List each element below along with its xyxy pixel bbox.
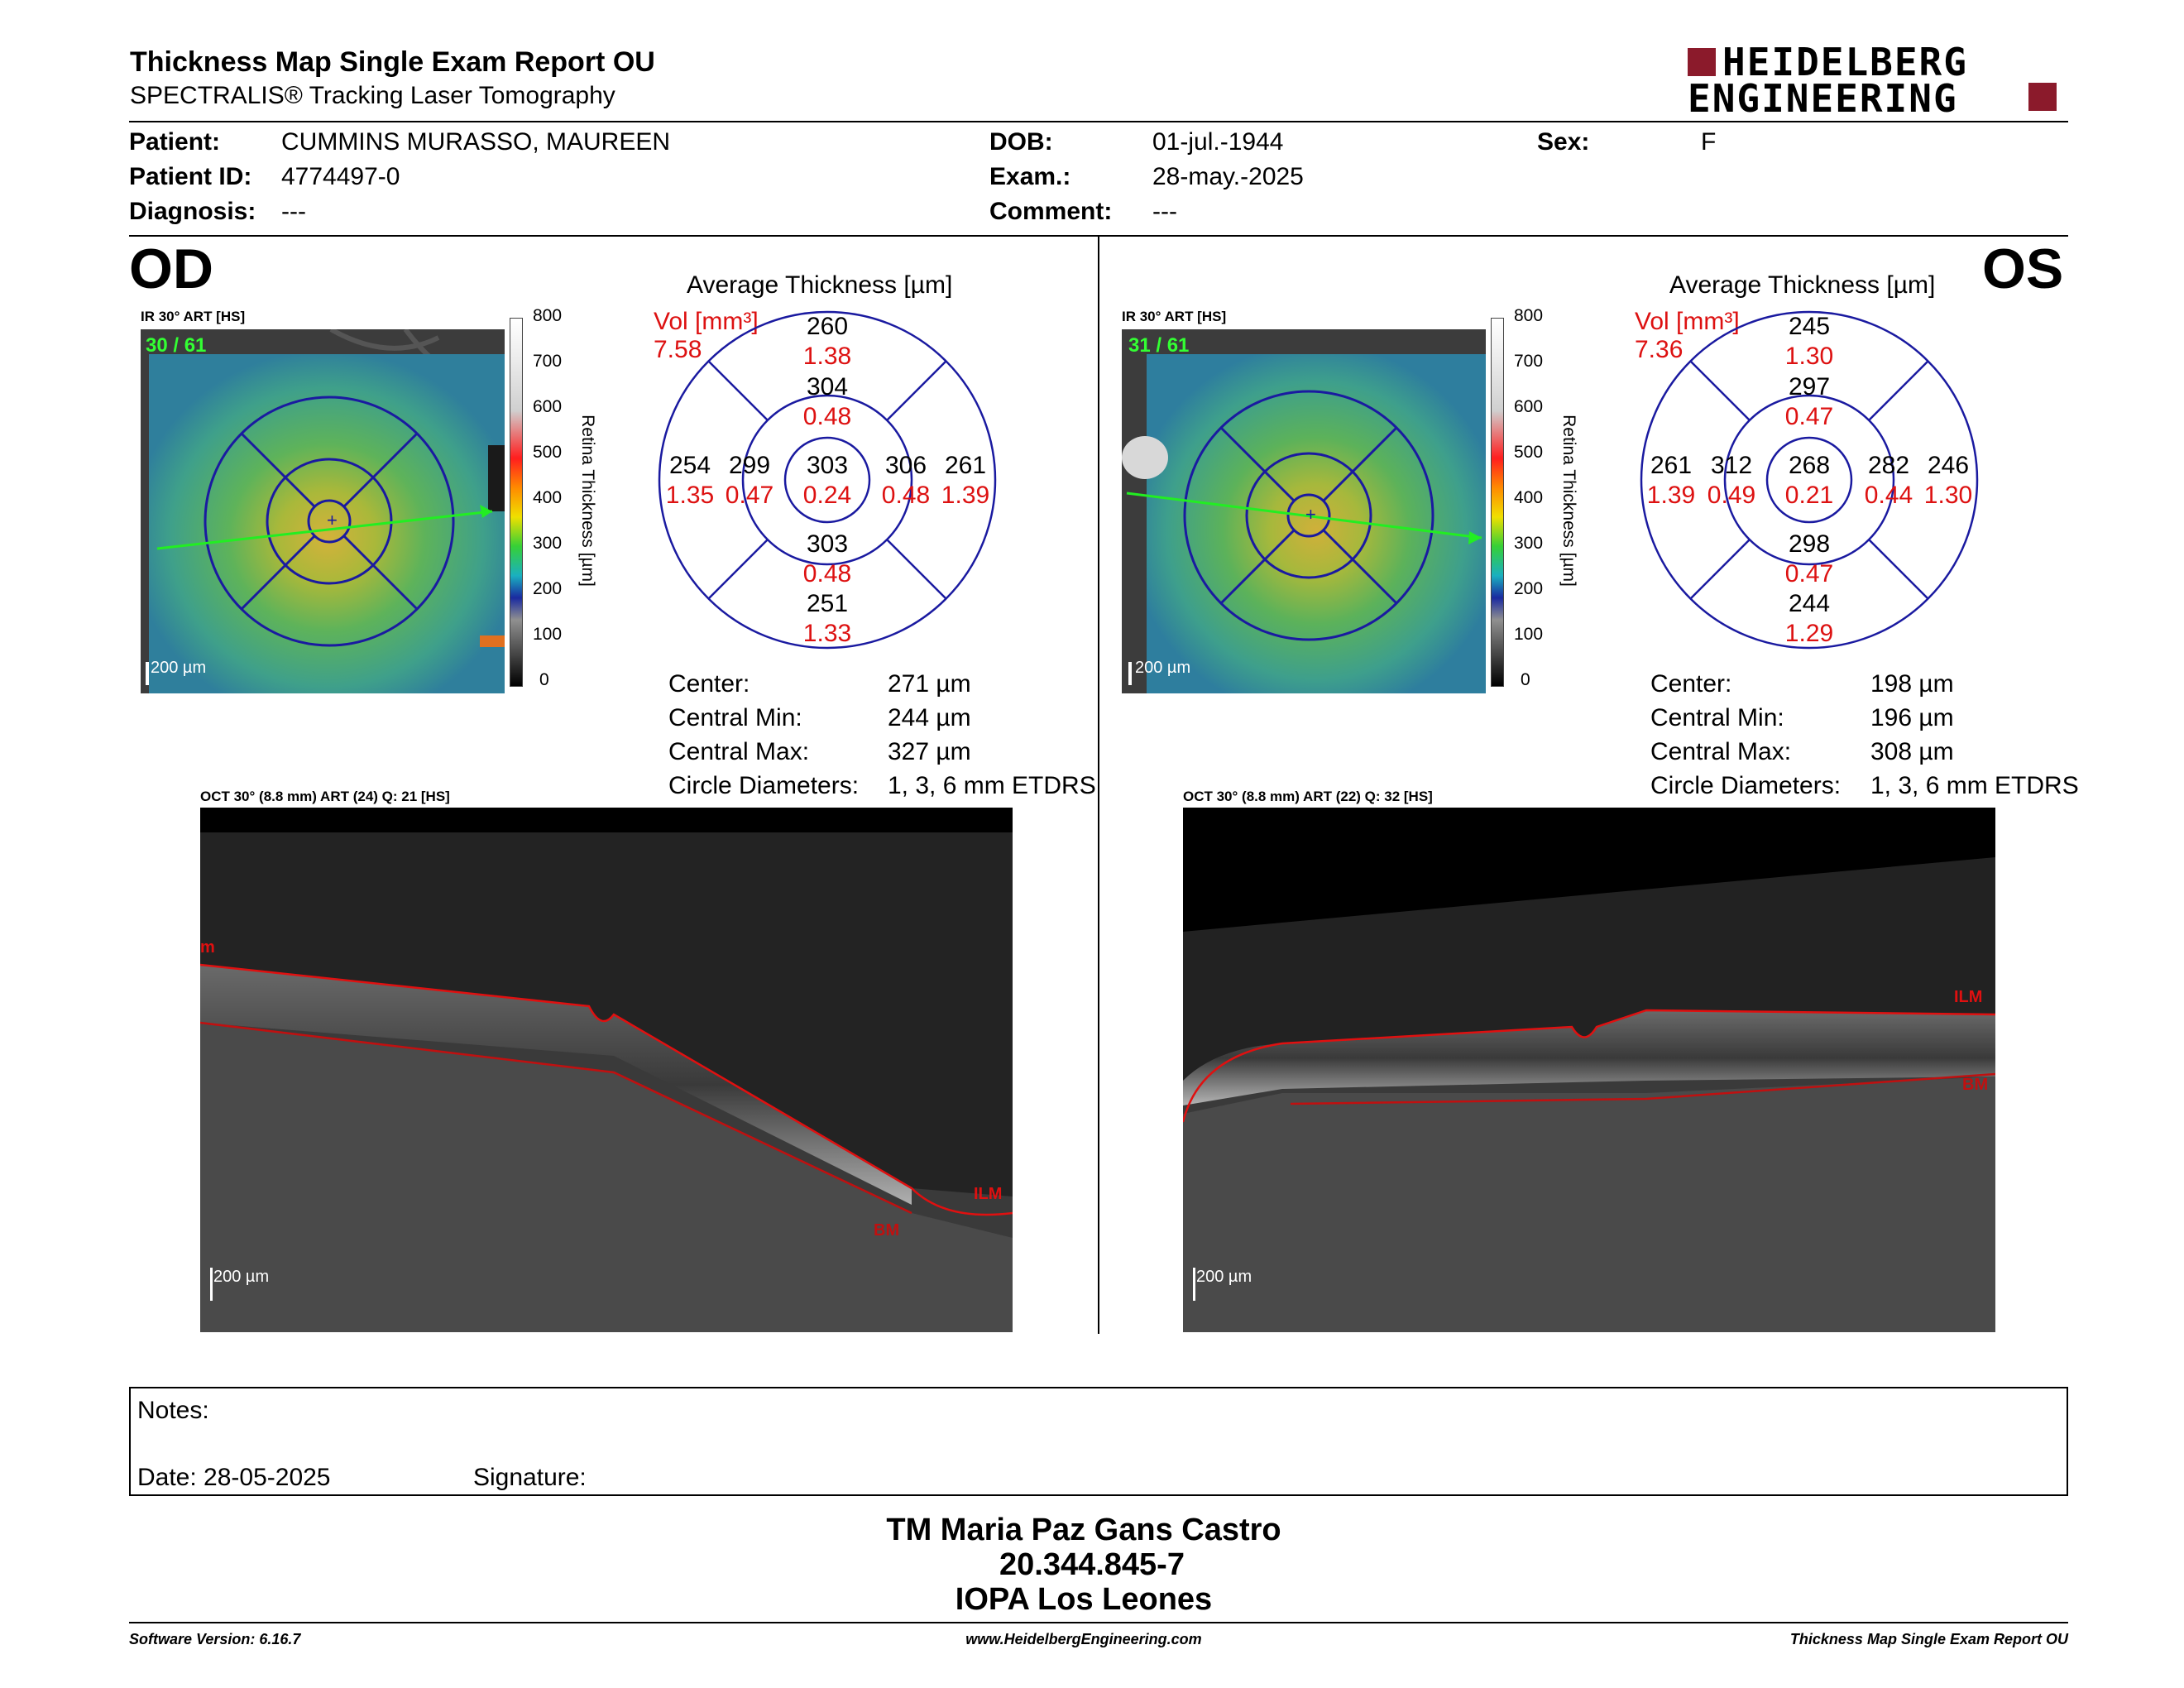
svg-text:+: + xyxy=(1305,504,1316,525)
od-colorbar-label: Retina Thickness [µm] xyxy=(578,415,597,587)
os-ir-image xyxy=(1122,329,1486,693)
sex-label: Sex: xyxy=(1537,128,1590,156)
signoff-institution: IOPA Los Leones xyxy=(955,1582,1213,1617)
svg-text:+: + xyxy=(327,510,338,530)
heidelberg-logo xyxy=(1688,40,2068,121)
notes-label: Notes: xyxy=(137,1397,209,1424)
patient-name: CUMMINS MURASSO, MAUREEN xyxy=(281,128,671,156)
os-cb-tick-800: 800 xyxy=(1514,306,1544,325)
os-cb-tick-600: 600 xyxy=(1514,397,1544,416)
od-stat-value-min: 244 µm xyxy=(888,704,971,731)
os-avg-thickness-title: Average Thickness [µm] xyxy=(1669,271,1936,299)
od-thickness-map xyxy=(141,329,505,693)
exam-label: Exam.: xyxy=(989,163,1071,190)
footer-divider xyxy=(129,1622,2068,1623)
report-subtitle: SPECTRALIS® Tracking Laser Tomography xyxy=(130,82,615,109)
os-inner-right: 282 0.44 xyxy=(1864,452,1913,509)
diagnosis-label: Diagnosis: xyxy=(129,198,256,225)
logo-text-line2: ENGINEERING xyxy=(1688,76,1958,121)
signoff-id: 20.344.845-7 xyxy=(999,1547,1185,1582)
os-colorbar xyxy=(1491,318,1504,687)
os-oct-scale-bar xyxy=(1193,1268,1195,1301)
os-ir-scale-bar xyxy=(1128,662,1132,685)
od-stat-label-center: Center: xyxy=(668,670,750,698)
eye-label-os: OS xyxy=(1982,237,2064,300)
eye-label-od: OD xyxy=(129,237,213,300)
od-oct-edge-label: m xyxy=(200,938,215,957)
os-cb-tick-500: 500 xyxy=(1514,443,1544,462)
od-oct-label: OCT 30° (8.8 mm) ART (24) Q: 21 [HS] xyxy=(200,789,450,804)
dob-label: DOB: xyxy=(989,128,1053,156)
od-ir-scale: 200 µm xyxy=(151,659,207,677)
notes-box[interactable] xyxy=(129,1387,2068,1496)
os-stat-label-max: Central Max: xyxy=(1650,738,1792,765)
os-cb-tick-400: 400 xyxy=(1514,488,1544,507)
od-oct-ilm-label: ILM xyxy=(974,1185,1003,1203)
od-oct-bm-label: BM xyxy=(874,1221,900,1240)
od-inner-right: 306 0.48 xyxy=(881,452,931,509)
footer-software-version: Software Version: 6.16.7 xyxy=(129,1631,301,1647)
notes-signature: Signature: xyxy=(473,1464,587,1491)
os-stat-value-diam: 1, 3, 6 mm ETDRS xyxy=(1870,772,2079,799)
od-cb-tick-0: 0 xyxy=(539,670,549,689)
od-stat-value-center: 271 µm xyxy=(888,670,971,698)
od-stat-label-min: Central Min: xyxy=(668,704,802,731)
sex-value: F xyxy=(1701,128,1717,156)
eye-divider xyxy=(1098,237,1099,1334)
os-oct-ilm-label: ILM xyxy=(1954,988,1983,1006)
os-inner-inferior: 298 0.47 xyxy=(1784,530,1834,587)
logo-square-bottom xyxy=(2028,83,2057,111)
od-colorbar xyxy=(510,318,523,687)
od-inner-left: 299 0.47 xyxy=(725,452,774,509)
os-frame-count: 31 / 61 xyxy=(1128,334,1190,357)
os-thickness-map xyxy=(1122,329,1486,693)
od-cb-tick-200: 200 xyxy=(533,579,563,598)
od-avg-thickness-title: Average Thickness [µm] xyxy=(687,271,953,299)
od-vol-value: 7.58 xyxy=(654,336,702,363)
header-divider xyxy=(129,121,2068,122)
od-outer-superior: 260 1.38 xyxy=(802,313,852,370)
os-stat-value-center: 198 µm xyxy=(1870,670,1954,698)
os-cb-tick-300: 300 xyxy=(1514,534,1544,553)
footer-report-name: Thickness Map Single Exam Report OU xyxy=(1789,1631,2068,1647)
signoff-block xyxy=(0,1513,2184,1617)
od-stat-value-diam: 1, 3, 6 mm ETDRS xyxy=(888,772,1096,799)
dob-value: 01-jul.-1944 xyxy=(1152,128,1284,156)
os-ir-scale: 200 µm xyxy=(1135,659,1191,677)
od-cb-tick-100: 100 xyxy=(533,625,563,644)
diagnosis-value: --- xyxy=(281,198,306,225)
os-oct-scale: 200 µm xyxy=(1196,1268,1252,1286)
os-center: 268 0.21 xyxy=(1784,452,1834,509)
od-oct-image xyxy=(200,808,1013,1332)
patient-id-value: 4774497-0 xyxy=(281,163,400,190)
os-stat-value-max: 308 µm xyxy=(1870,738,1954,765)
os-cb-tick-700: 700 xyxy=(1514,352,1544,371)
od-inner-inferior: 303 0.48 xyxy=(802,530,852,587)
os-vol-label: Vol [mm³] xyxy=(1635,308,1740,335)
os-oct-label: OCT 30° (8.8 mm) ART (22) Q: 32 [HS] xyxy=(1183,789,1433,804)
od-cb-tick-700: 700 xyxy=(533,352,563,371)
od-ir-image xyxy=(141,329,505,693)
signoff-name: TM Maria Paz Gans Castro xyxy=(886,1513,1281,1547)
od-stat-label-max: Central Max: xyxy=(668,738,810,765)
od-ir-scale-bar xyxy=(146,662,149,685)
os-stat-label-min: Central Min: xyxy=(1650,704,1784,731)
exam-value: 28-may.-2025 xyxy=(1152,163,1304,190)
od-vol-label: Vol [mm³] xyxy=(654,308,759,335)
os-oct-scan xyxy=(1183,808,1995,1332)
os-inner-left: 312 0.49 xyxy=(1707,452,1756,509)
os-ir-label: IR 30° ART [HS] xyxy=(1122,309,1227,324)
logo-text-line1: HEIDELBERG xyxy=(1722,40,1968,84)
od-outer-left: 254 1.35 xyxy=(665,452,715,509)
logo-square-top xyxy=(1688,48,1716,76)
comment-label: Comment: xyxy=(989,198,1113,225)
os-colorbar-label: Retina Thickness [µm] xyxy=(1559,415,1578,587)
notes-date: Date: 28-05-2025 xyxy=(137,1464,331,1491)
od-cb-tick-400: 400 xyxy=(533,488,563,507)
os-cb-tick-0: 0 xyxy=(1521,670,1530,689)
comment-value: --- xyxy=(1152,198,1177,225)
os-cb-tick-200: 200 xyxy=(1514,579,1544,598)
os-oct-bm-label: BM xyxy=(1962,1076,1989,1094)
od-oct-scan xyxy=(200,808,1013,1332)
od-outer-inferior: 251 1.33 xyxy=(802,590,852,647)
od-cb-tick-600: 600 xyxy=(533,397,563,416)
od-cb-tick-500: 500 xyxy=(533,443,563,462)
os-stat-label-center: Center: xyxy=(1650,670,1732,698)
os-stat-value-min: 196 µm xyxy=(1870,704,1954,731)
od-oct-scale: 200 µm xyxy=(213,1268,270,1286)
patient-label: Patient: xyxy=(129,128,221,156)
od-center: 303 0.24 xyxy=(802,452,852,509)
os-colorbar-ticks xyxy=(1506,306,1547,687)
os-vol-value: 7.36 xyxy=(1635,336,1684,363)
patient-id-label: Patient ID: xyxy=(129,163,252,190)
os-outer-superior: 245 1.30 xyxy=(1784,313,1834,370)
od-outer-right: 261 1.39 xyxy=(941,452,990,509)
os-stat-label-diam: Circle Diameters: xyxy=(1650,772,1842,799)
report-title: Thickness Map Single Exam Report OU xyxy=(130,46,655,78)
footer-website[interactable]: www.HeidelbergEngineering.com xyxy=(965,1631,1202,1647)
os-outer-left: 261 1.39 xyxy=(1646,452,1696,509)
od-colorbar-ticks xyxy=(524,306,566,687)
os-outer-right: 246 1.30 xyxy=(1923,452,1973,509)
os-inner-superior: 297 0.47 xyxy=(1784,373,1834,430)
od-inner-superior: 304 0.48 xyxy=(802,373,852,430)
od-stat-label-diam: Circle Diameters: xyxy=(668,772,860,799)
os-cb-tick-100: 100 xyxy=(1514,625,1544,644)
od-cb-tick-300: 300 xyxy=(533,534,563,553)
os-outer-inferior: 244 1.29 xyxy=(1784,590,1834,647)
od-stat-value-max: 327 µm xyxy=(888,738,971,765)
od-cb-tick-800: 800 xyxy=(533,306,563,325)
od-oct-scale-bar xyxy=(210,1268,213,1301)
od-frame-count: 30 / 61 xyxy=(146,334,207,357)
os-oct-image xyxy=(1183,808,1995,1332)
od-ir-label: IR 30° ART [HS] xyxy=(141,309,246,324)
